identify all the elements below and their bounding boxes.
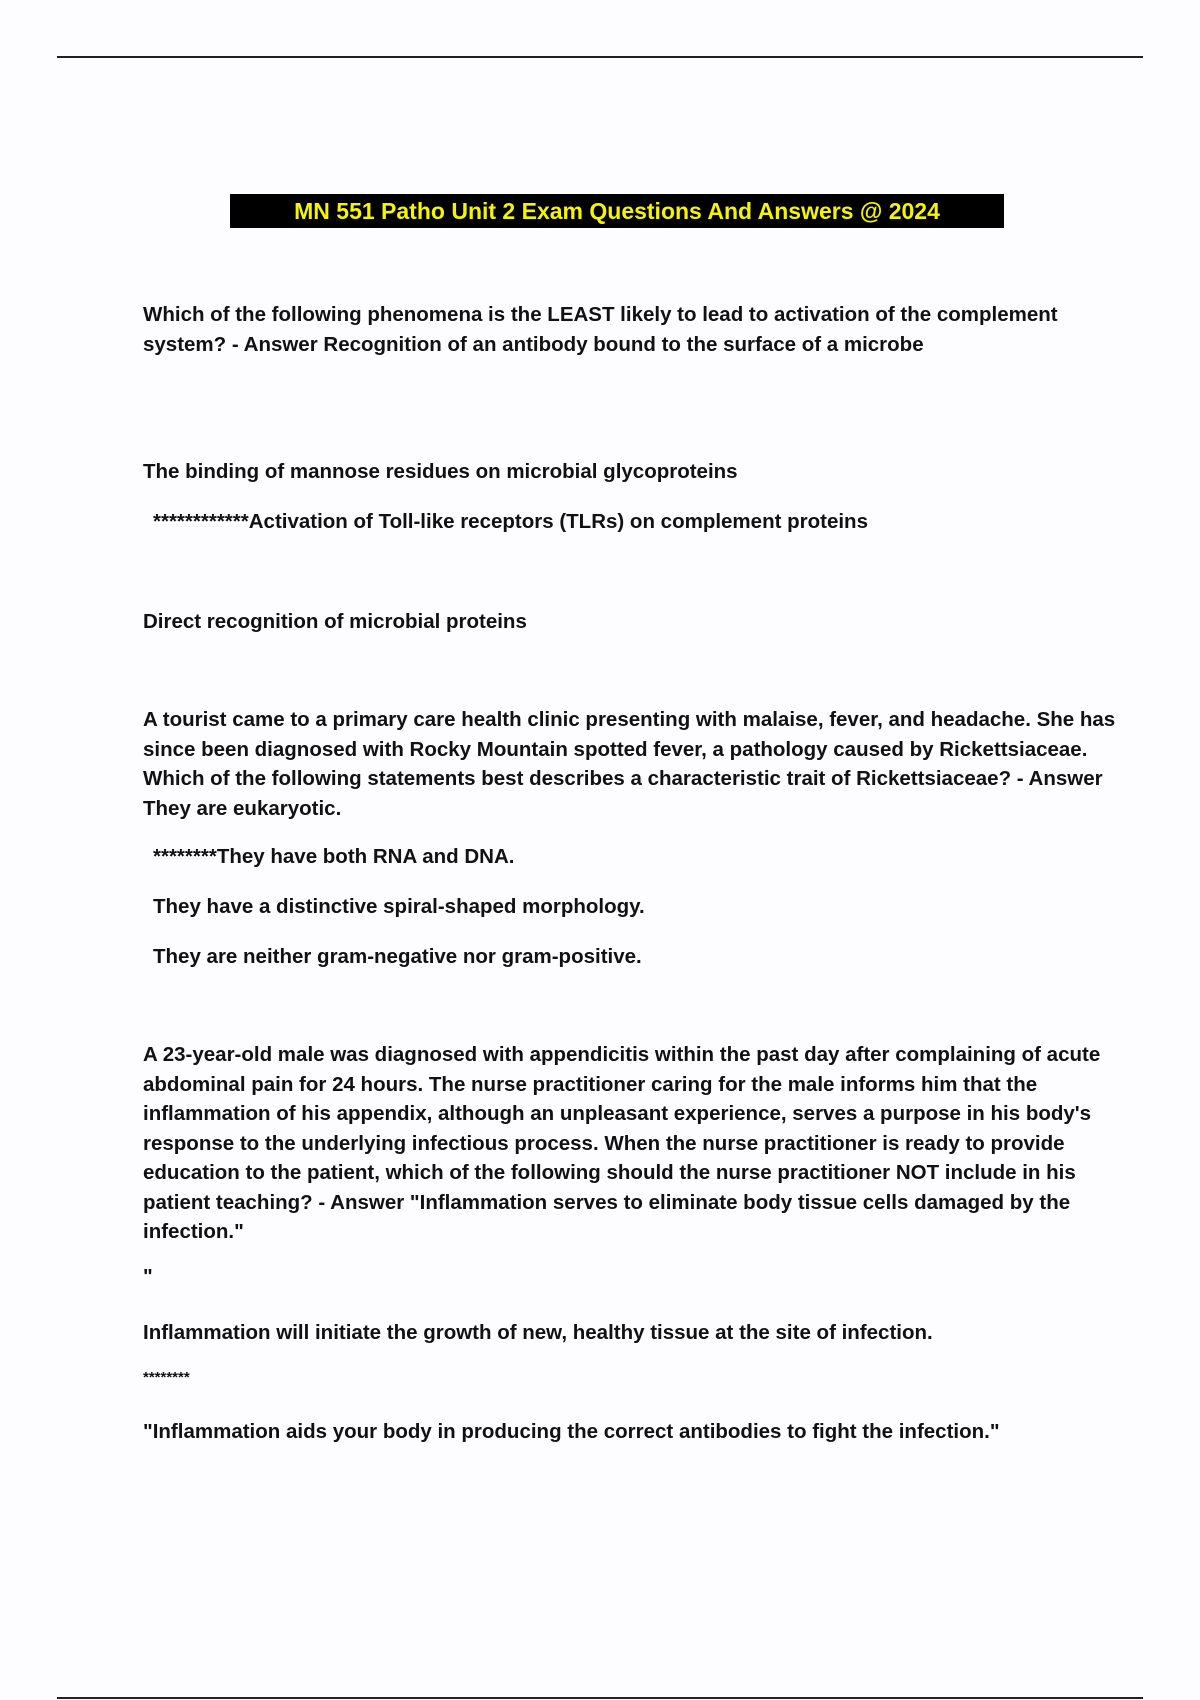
document-title: MN 551 Patho Unit 2 Exam Questions And Answers @ 2024 (230, 194, 1004, 228)
option-text: Direct recognition of microbial proteins (143, 610, 527, 633)
footer-rule (57, 1697, 1143, 1699)
option-text: ******** (143, 1369, 190, 1386)
header-rule (57, 56, 1143, 58)
question-2: A tourist came to a primary care health clinic presenting with malaise, fever, and headache. She has since been diagnosed with Rocky Mountain spotted fever, a pathology caused by Rickettsiaceae. Which of the following statements best describes a characteristic trait of Rickettsiaceae? - Answer They are eukaryotic. (143, 708, 1116, 820)
option-text: ********They have both RNA and DNA. (153, 845, 515, 868)
option-text: They have a distinctive spiral-shaped morphology. (153, 895, 645, 918)
option-text: The binding of mannose residues on microbial glycoproteins (143, 460, 738, 483)
option-text: They are neither gram-negative nor gram-positive. (153, 945, 642, 968)
question-1: Which of the following phenomena is the LEAST likely to lead to activation of the complement system? - Answer Recognition of an antibody bound to the surface of a microbe (143, 303, 1058, 356)
option-text: Inflammation will initiate the growth of new, healthy tissue at the site of infection. (143, 1321, 933, 1344)
option-text: "Inflammation aids your body in producing the correct antibodies to fight the infection." (143, 1420, 1000, 1443)
question-3: A 23-year-old male was diagnosed with appendicitis within the past day after complaining of acute abdominal pain for 24 hours. The nurse practitioner caring for the male informs him that the inflammation of his appendix, although an unpleasant experience, serves a purpose in his body's response to the underlying infectious process. When the nurse practitioner is ready to provide education to the patient, which of the following should the nurse practitioner NOT include in his patient teaching? - Answer "Inflammation serves to eliminate body tissue cells damaged by the infection." (143, 1043, 1101, 1243)
option-text: ************Activation of Toll-like receptors (TLRs) on complement proteins (153, 510, 868, 533)
option-text: " (143, 1265, 153, 1288)
